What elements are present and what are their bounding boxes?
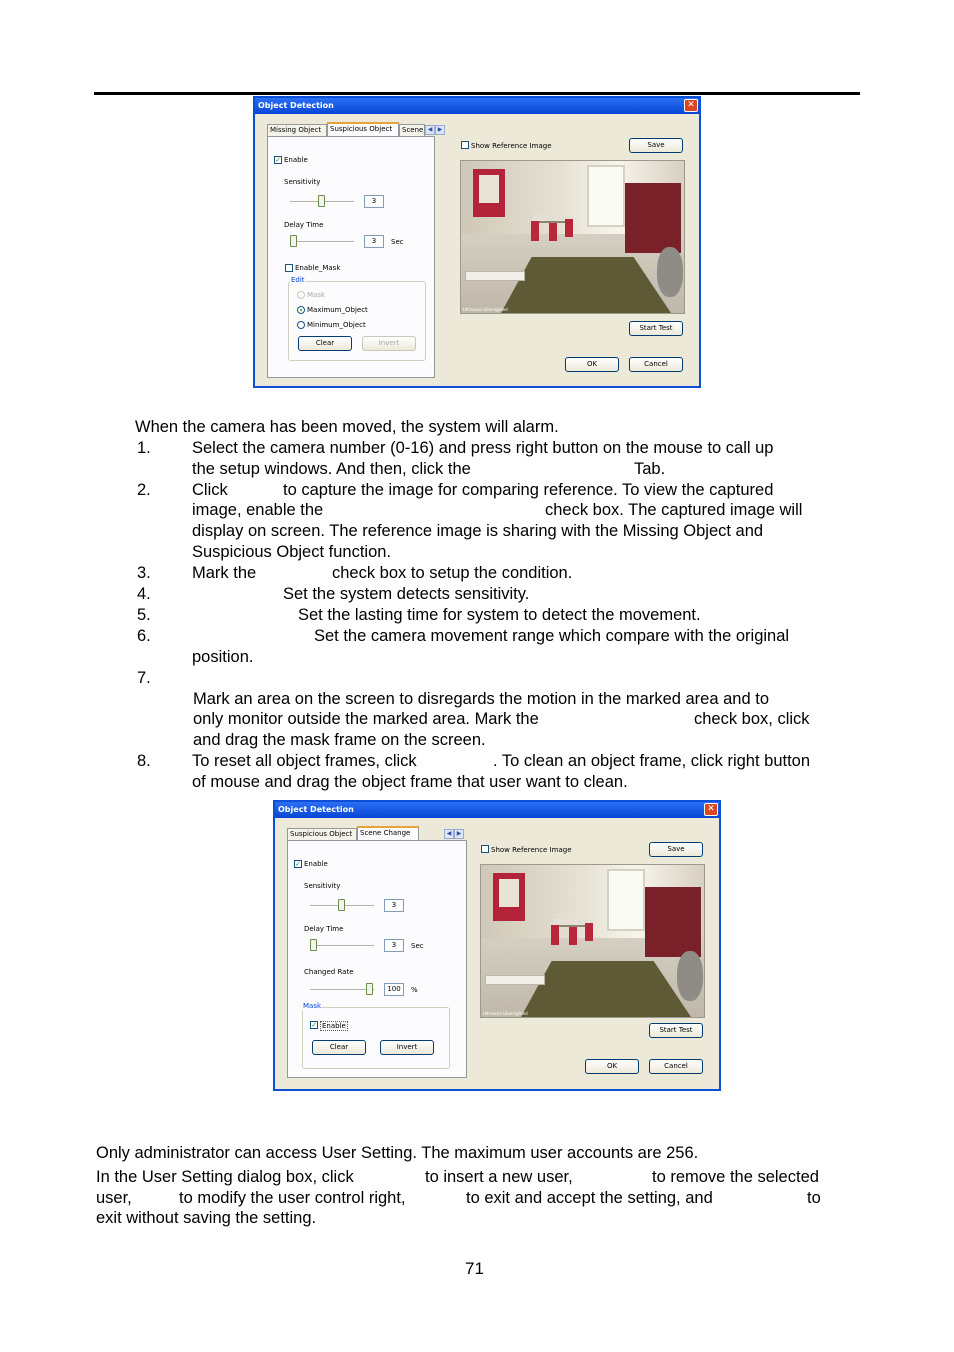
cancel-button[interactable]: Cancel (629, 357, 683, 372)
arrow-right-icon[interactable]: ▶ (454, 829, 464, 839)
step-5-number: 5. (137, 606, 151, 624)
enable-checkbox[interactable]: ✓ (275, 156, 281, 164)
step-2-line-2b: check box. The captured image will (545, 501, 803, 519)
step-6-line-2: position. (192, 648, 254, 666)
user-setting-line-3: exit without saving the setting. (96, 1209, 317, 1227)
sensitivity-slider[interactable] (338, 899, 345, 911)
tab-suspicious-object[interactable]: Suspicious Object (287, 828, 357, 840)
user-setting-paragraph-1: Only administrator can access User Setting. The maximum user accounts are 256. (96, 1144, 699, 1162)
user-setting-line-1b: to insert a new user, (425, 1168, 573, 1186)
object-detection-dialog-1 (253, 96, 701, 388)
delay-slider[interactable] (310, 939, 317, 951)
tab-scroll-arrows (425, 124, 447, 134)
invert-button: Invert (362, 336, 416, 351)
clear-button[interactable]: Clear (298, 336, 352, 351)
mask-radio (297, 291, 305, 299)
save-button[interactable]: Save (629, 138, 683, 153)
edit-group-label: Edit (291, 276, 305, 284)
show-reference-label: Show Reference Image (471, 142, 552, 150)
camera-preview-image: Ultrascan Ubersighted (460, 160, 685, 314)
minimum-object-label: Minimum_Object (307, 321, 366, 329)
tab-panel (287, 840, 467, 1078)
tab-strip (287, 826, 467, 840)
tab-missing-object[interactable]: Missing Object (267, 124, 327, 136)
enable-label: Enable (304, 860, 328, 868)
show-reference-checkbox[interactable] (461, 141, 469, 149)
step-2-line-1a: Click (192, 481, 228, 499)
step-7-line-2b: check box, click (694, 710, 810, 728)
sensitivity-label: Sensitivity (304, 882, 341, 890)
changed-rate-slider[interactable] (366, 983, 373, 995)
sec-label: Sec (391, 238, 404, 246)
tab-suspicious-object[interactable]: Suspicious Object (327, 122, 399, 136)
step-3-line-b: check box to setup the condition. (332, 564, 573, 582)
step-2-line-2a: image, enable the (192, 501, 324, 519)
delay-value[interactable]: 3 (364, 235, 384, 248)
delay-slider[interactable] (290, 235, 297, 247)
step-7-number: 7. (137, 669, 151, 687)
sensitivity-value[interactable]: 3 (384, 899, 404, 912)
close-icon[interactable]: ✕ (684, 99, 698, 112)
step-3-line-a: Mark the (192, 564, 257, 582)
delay-value[interactable]: 3 (384, 939, 404, 952)
user-setting-line-2d: to (807, 1189, 821, 1207)
step-3-number: 3. (137, 564, 151, 582)
step-1-line-2b: Tab. (634, 460, 666, 478)
user-setting-line-1a: In the User Setting dialog box, click (96, 1168, 354, 1186)
step-8-line-1b: . To clean an object frame, click right button (493, 752, 811, 770)
mask-group-label: Mask (303, 1002, 322, 1010)
step-2-number: 2. (137, 481, 151, 499)
step-1-line-2a: the setup windows. And then, click the (192, 460, 471, 478)
minimum-object-radio[interactable] (297, 321, 305, 329)
tab-panel (267, 136, 435, 378)
changed-rate-label: Changed Rate (304, 968, 354, 976)
step-4-line: Set the system detects sensitivity. (283, 585, 530, 603)
maximum-object-label: Maximum_Object (307, 306, 368, 314)
step-1-line-1: Select the camera number (0-16) and press right button on the mouse to call up (192, 439, 774, 457)
page-number: 71 (465, 1259, 484, 1278)
mask-radio-label: Mask (307, 291, 326, 299)
percent-label: % (411, 986, 418, 994)
step-7-line-2a: only monitor outside the marked area. Mark the (193, 710, 539, 728)
tab-strip (267, 122, 447, 136)
show-reference-checkbox[interactable] (481, 845, 489, 853)
user-setting-line-2a: user, (96, 1189, 132, 1207)
close-icon[interactable]: ✕ (704, 803, 718, 816)
step-7-line-3: and drag the mask frame on the screen. (193, 731, 486, 749)
step-2-line-4: Suspicious Object function. (192, 543, 392, 561)
tab-scene[interactable]: Scene (399, 124, 425, 136)
step-6-number: 6. (137, 627, 151, 645)
tab-scroll-arrows (444, 828, 466, 838)
step-8-number: 8. (137, 752, 151, 770)
dialog-title: Object Detection (255, 98, 699, 114)
tab-scene-change[interactable]: Scene Change (357, 826, 419, 840)
step-2-line-1b: to capture the image for comparing reference. To view the captured (283, 481, 774, 499)
ok-button[interactable]: OK (565, 357, 619, 372)
step-8-line-1a: To reset all object frames, click (192, 752, 417, 770)
invert-button[interactable]: Invert (380, 1040, 434, 1055)
clear-button[interactable]: Clear (312, 1040, 366, 1055)
user-setting-line-2b: to modify the user control right, (179, 1189, 406, 1207)
sec-label: Sec (411, 942, 424, 950)
delay-slider-track (310, 945, 374, 947)
sensitivity-value[interactable]: 3 (364, 195, 384, 208)
step-2-line-3: display on screen. The reference image is sharing with the Missing Object and (192, 522, 764, 540)
delay-slider-track (290, 241, 354, 243)
user-setting-line-1c: to remove the selected (652, 1168, 819, 1186)
enable-label: Enable (284, 156, 308, 164)
sensitivity-label: Sensitivity (284, 178, 321, 186)
enable-mask-label: Enable_Mask (295, 264, 341, 272)
changed-rate-value[interactable]: 100 (384, 983, 404, 996)
step-1-number: 1. (137, 439, 151, 457)
arrow-left-icon[interactable]: ◀ (425, 125, 435, 135)
save-button[interactable]: Save (649, 842, 703, 857)
object-detection-dialog-2 (273, 800, 721, 1091)
step-5-line: Set the lasting time for system to detect the movement. (298, 606, 701, 624)
step-4-number: 4. (137, 585, 151, 603)
camera-preview-image: Ultrascan Ubersighted (480, 864, 705, 1018)
user-setting-line-2c: to exit and accept the setting, and (466, 1189, 713, 1207)
arrow-right-icon[interactable]: ▶ (435, 125, 445, 135)
header-rule (94, 92, 860, 95)
maximum-object-radio[interactable] (297, 306, 305, 314)
sensitivity-slider[interactable] (318, 195, 325, 207)
mask-enable-label: Enable (322, 1022, 346, 1030)
ok-button[interactable]: OK (585, 1059, 639, 1074)
mask-group (302, 1007, 450, 1069)
enable-mask-checkbox[interactable] (285, 264, 293, 272)
step-7-line-1: Mark an area on the screen to disregards the motion in the marked area and to (193, 690, 769, 708)
start-test-button[interactable]: Start Test (649, 1023, 703, 1038)
mask-enable-checkbox[interactable]: ✓ (311, 1021, 317, 1029)
changed-rate-slider-track (310, 989, 374, 991)
dialog-title: Object Detection (275, 802, 719, 818)
step-8-line-2: of mouse and drag the object frame that user want to clean. (192, 773, 628, 791)
delay-time-label: Delay Time (304, 925, 344, 933)
arrow-left-icon[interactable]: ◀ (444, 829, 454, 839)
start-test-button[interactable]: Start Test (629, 321, 683, 336)
cancel-button[interactable]: Cancel (649, 1059, 703, 1074)
delay-time-label: Delay Time (284, 221, 324, 229)
intro-line: When the camera has been moved, the system will alarm. (135, 418, 559, 436)
enable-checkbox[interactable]: ✓ (295, 860, 301, 868)
step-6-line-1: Set the camera movement range which compare with the original (314, 627, 790, 645)
show-reference-label: Show Reference Image (491, 846, 572, 854)
